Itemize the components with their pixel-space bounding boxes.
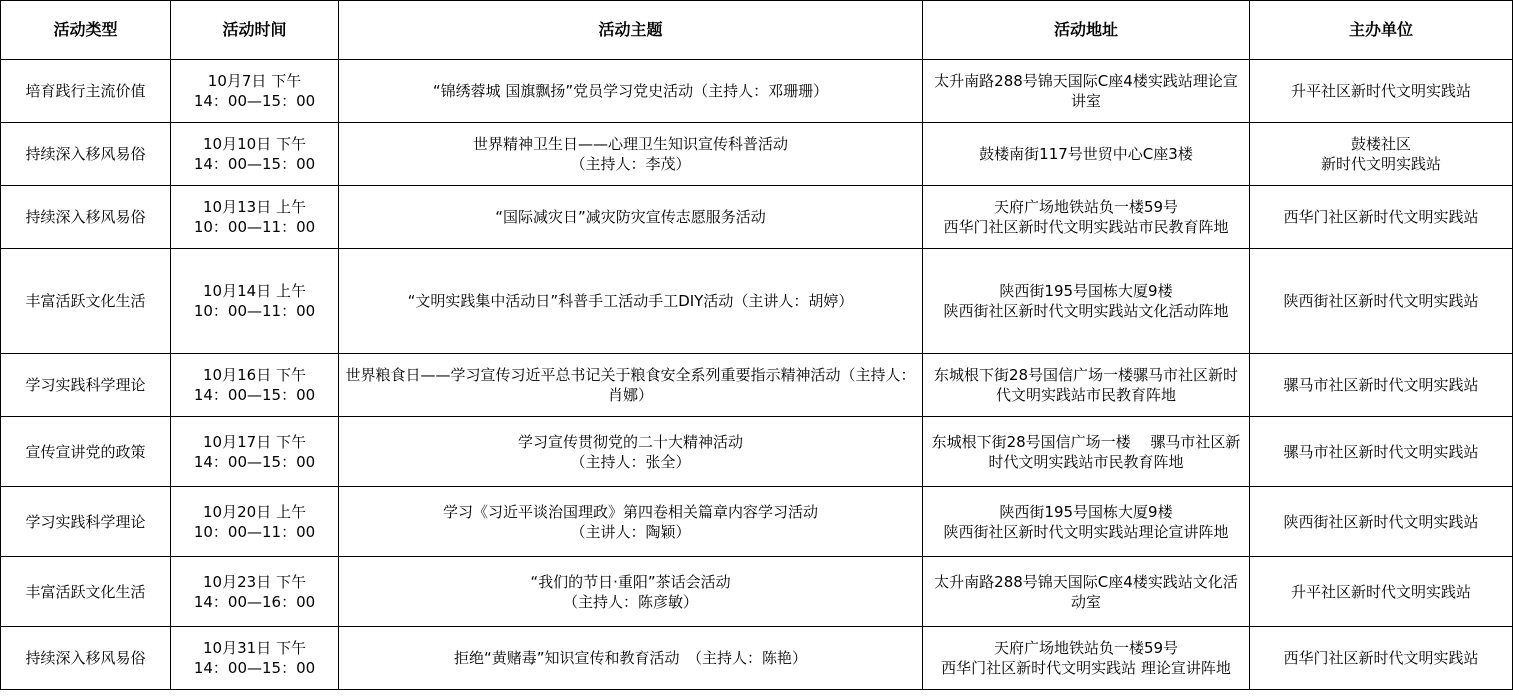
activity-time-cell-line: 10月23日 下午	[203, 572, 306, 591]
table-row	[1, 417, 1513, 487]
activity-address-cell	[923, 557, 1250, 627]
activity-theme-cell	[339, 249, 923, 354]
organizer-cell-line: 西华门社区新时代文明实践站	[1283, 208, 1479, 226]
activity-time-cell	[171, 60, 339, 123]
organizer-cell-line: 升平社区新时代文明实践站	[1290, 82, 1471, 100]
activity-time-cell-line: 10月17日 下午	[203, 432, 306, 451]
organizer-cell-line: 鼓楼社区	[1350, 135, 1411, 153]
activity-theme-cell-line: （主持人：李茂）	[570, 155, 691, 173]
header-row	[1, 1, 1513, 60]
activity-time-cell	[171, 186, 339, 249]
activity-address-cell	[923, 123, 1250, 186]
activity-address-cell-line: 东城根下街28号国信广场一楼 骡马市社区新时代文明实践站市民教育阵地	[931, 432, 1241, 471]
activity-address-cell	[923, 487, 1250, 557]
activity-theme-cell-line: 世界精神卫生日——心理卫生知识宣传科普活动	[472, 135, 788, 153]
organizer-cell	[1250, 627, 1513, 690]
activity-time-cell	[171, 417, 339, 487]
activity-address-cell	[923, 186, 1250, 249]
activity-type-cell: 持续深入移风易俗	[1, 186, 171, 249]
table-row	[1, 123, 1513, 186]
organizer-cell	[1250, 123, 1513, 186]
activity-type-cell: 丰富活跃文化生活	[1, 557, 171, 627]
activity-time-cell-line: 10月7日 下午	[207, 72, 302, 90]
organizer-cell-line: 骡马市社区新时代文明实践站	[1283, 442, 1479, 461]
activity-address-cell-line: 陕西街社区新时代文明实践站理论宣讲阵地	[943, 522, 1229, 541]
organizer-cell-line: 新时代文明实践站	[1320, 155, 1441, 173]
activity-theme-cell	[339, 417, 923, 487]
table-row	[1, 249, 1513, 354]
organizer-cell-line: 西华门社区新时代文明实践站	[1283, 649, 1479, 667]
activity-address-cell	[923, 249, 1250, 354]
table-row	[1, 487, 1513, 557]
header-activity-address: 活动地址	[923, 1, 1250, 60]
activity-address-cell-line: 西华门社区新时代文明实践站 理论宣讲阵地	[941, 659, 1231, 677]
activity-address-cell	[923, 627, 1250, 690]
activity-time-cell	[171, 354, 339, 417]
activity-time-cell-line: 10月14日 上午	[203, 282, 306, 300]
activity-time-cell-line: 10月16日 下午	[203, 366, 306, 384]
activity-time-cell	[171, 487, 339, 557]
header-activity-type: 活动类型	[1, 1, 171, 60]
activity-address-cell	[923, 354, 1250, 417]
activity-theme-cell-line: （主讲人：陶颖）	[570, 522, 691, 541]
activity-type-cell: 宣传宣讲党的政策	[1, 417, 171, 487]
activity-theme-cell-line: 世界粮食日——学习宣传习近平总书记关于粮食安全系列重要指示精神活动（主持人：肖娜）	[345, 366, 916, 404]
header-activity-time: 活动时间	[171, 1, 339, 60]
activity-type-cell: 学习实践科学理论	[1, 354, 171, 417]
organizer-cell	[1250, 249, 1513, 354]
organizer-cell-line: 陕西街社区新时代文明实践站	[1283, 512, 1479, 531]
activity-theme-cell	[339, 60, 923, 123]
activity-theme-cell	[339, 186, 923, 249]
organizer-cell	[1250, 354, 1513, 417]
organizer-cell	[1250, 60, 1513, 123]
activity-type-cell: 持续深入移风易俗	[1, 123, 171, 186]
activity-theme-cell-line: （主持人：陈彦敏）	[562, 592, 698, 611]
activity-time-cell-line: 14：00—15：00	[193, 92, 316, 110]
activity-address-cell-line: 陕西街195号国栋大厦9楼	[999, 282, 1173, 300]
activity-address-cell-line: 陕西街社区新时代文明实践站文化活动阵地	[943, 302, 1229, 320]
activity-address-cell-line: 太升南路288号锦天国际C座4楼实践站理论宣讲室	[934, 72, 1238, 110]
activity-theme-cell-line: “国际减灾日”减灾防灾宣传志愿服务活动	[495, 208, 766, 226]
header-organizer: 主办单位	[1250, 1, 1513, 60]
activity-time-cell-line: 14：00—16：00	[193, 592, 316, 611]
organizer-cell	[1250, 557, 1513, 627]
activity-theme-cell-line: 学习宣传贯彻党的二十大精神活动	[517, 432, 743, 451]
table-row	[1, 60, 1513, 123]
activity-theme-cell	[339, 557, 923, 627]
activity-theme-cell	[339, 627, 923, 690]
activity-address-cell	[923, 417, 1250, 487]
table-row	[1, 627, 1513, 690]
organizer-cell	[1250, 186, 1513, 249]
organizer-cell	[1250, 417, 1513, 487]
activity-time-cell-line: 14：00—15：00	[193, 452, 316, 471]
activity-theme-cell-line: （主持人：张全）	[570, 452, 691, 471]
activity-time-cell	[171, 249, 339, 354]
activity-theme-cell-line: “文明实践集中活动日”科普手工活动手工DIY活动（主讲人：胡婷）	[407, 292, 854, 310]
activity-time-cell	[171, 557, 339, 627]
activity-address-cell	[923, 60, 1250, 123]
activity-type-cell: 持续深入移风易俗	[1, 627, 171, 690]
activity-address-cell-line: 陕西街195号国栋大厦9楼	[999, 502, 1173, 521]
activity-time-cell-line: 14：00—15：00	[193, 386, 316, 404]
activity-type-cell: 培育践行主流价值	[1, 60, 171, 123]
organizer-cell-line: 骡马市社区新时代文明实践站	[1283, 376, 1479, 394]
header-activity-theme: 活动主题	[339, 1, 923, 60]
activity-time-cell-line: 14：00—15：00	[193, 155, 316, 173]
activity-theme-cell-line: “我们的节日·重阳”茶话会活动	[530, 572, 731, 591]
activity-theme-cell-line: 拒绝“黄赌毒”知识宣传和教育活动 （主持人：陈艳）	[453, 649, 808, 667]
activity-address-cell-line: 太升南路288号锦天国际C座4楼实践站文化活动室	[934, 572, 1238, 611]
activity-address-cell-line: 天府广场地铁站负一楼59号	[993, 198, 1179, 216]
organizer-cell	[1250, 487, 1513, 557]
activity-type-cell: 学习实践科学理论	[1, 487, 171, 557]
activity-type-cell: 丰富活跃文化生活	[1, 249, 171, 354]
activity-time-cell-line: 10月13日 上午	[203, 198, 306, 216]
activity-address-cell-line: 天府广场地铁站负一楼59号	[993, 639, 1179, 657]
activity-time-cell-line: 10：00—11：00	[193, 522, 316, 541]
activity-time-cell-line: 10：00—11：00	[193, 302, 316, 320]
activity-theme-cell	[339, 123, 923, 186]
activity-address-cell-line: 鼓楼南街117号世贸中心C座3楼	[979, 145, 1193, 163]
activity-time-cell	[171, 123, 339, 186]
table-row	[1, 557, 1513, 627]
activity-time-cell-line: 14：00—15：00	[193, 659, 316, 677]
table-row	[1, 354, 1513, 417]
activity-address-cell-line: 西华门社区新时代文明实践站市民教育阵地	[943, 218, 1229, 236]
activity-time-cell-line: 10月31日 下午	[203, 639, 306, 657]
table-row	[1, 186, 1513, 249]
activity-time-cell-line: 10月20日 上午	[203, 502, 306, 521]
organizer-cell-line: 陕西街社区新时代文明实践站	[1283, 292, 1479, 310]
activity-address-cell-line: 东城根下街28号国信广场一楼骡马市社区新时代文明实践站市民教育阵地	[933, 366, 1239, 404]
activity-time-cell-line: 10月10日 下午	[203, 135, 306, 153]
activity-theme-cell-line: 学习《习近平谈治国理政》第四卷相关篇章内容学习活动	[442, 502, 818, 521]
activity-theme-cell-line: “锦绣蓉城 国旗飘扬”党员学习党史活动（主持人：邓珊珊）	[432, 82, 829, 100]
activity-time-cell-line: 10：00—11：00	[193, 218, 316, 236]
activity-time-cell	[171, 627, 339, 690]
organizer-cell-line: 升平社区新时代文明实践站	[1290, 582, 1471, 601]
activity-theme-cell	[339, 487, 923, 557]
activity-theme-cell	[339, 354, 923, 417]
